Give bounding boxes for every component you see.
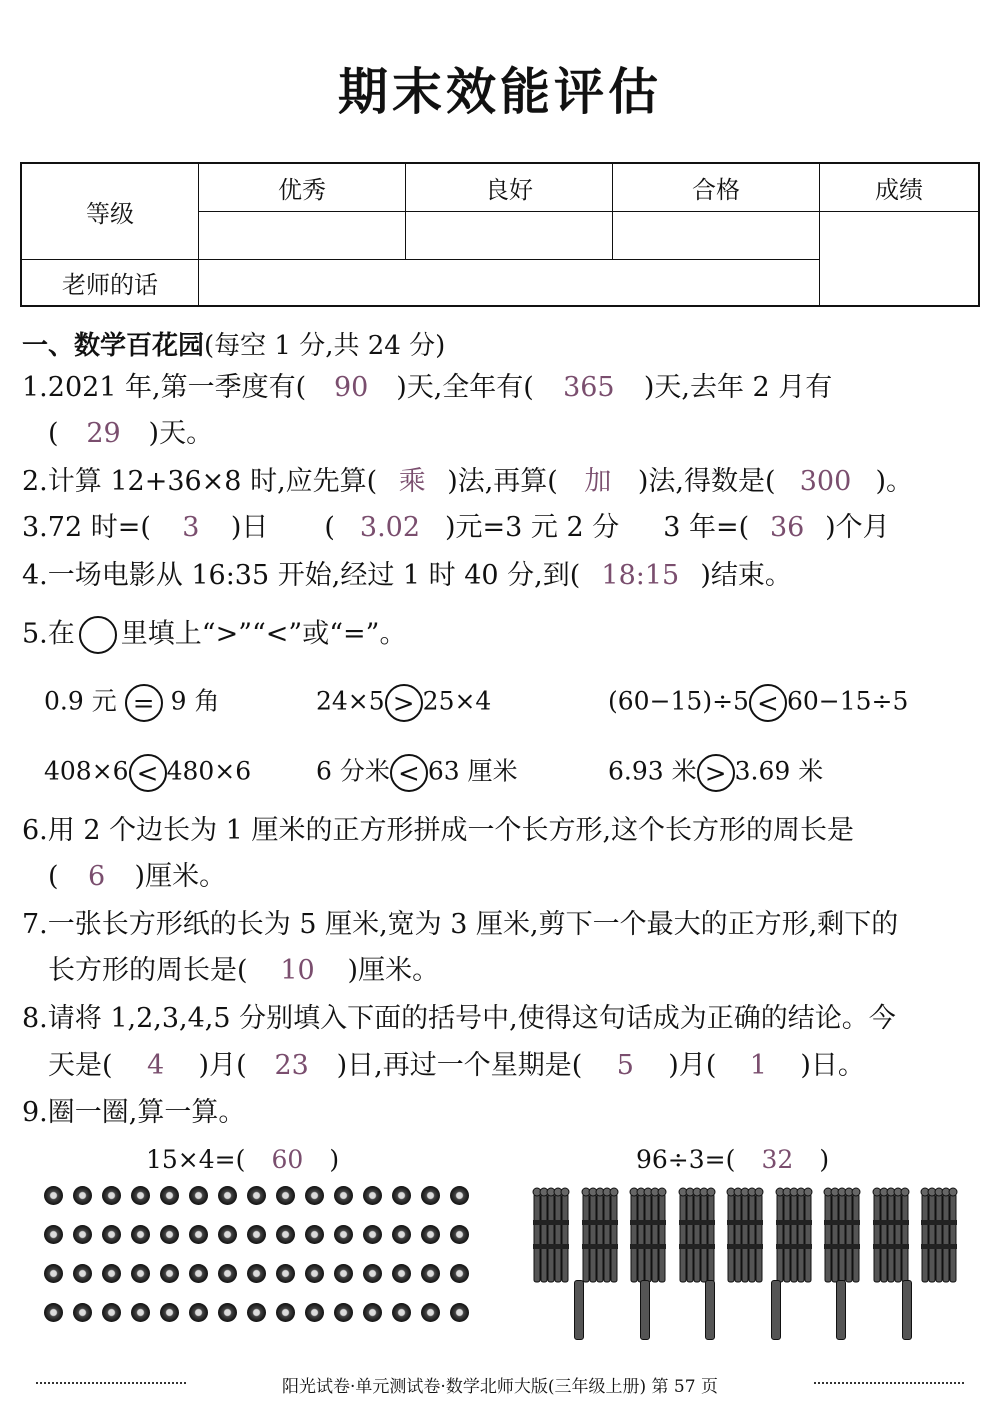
answer: 6 xyxy=(87,861,106,892)
single-stick-icon xyxy=(574,1280,584,1340)
dot xyxy=(102,1186,121,1205)
compare-item-2: 24×5 > 25×4 xyxy=(316,684,491,722)
answer: 32 xyxy=(761,1145,794,1174)
dot xyxy=(160,1186,179,1205)
single-stick-icon xyxy=(836,1280,846,1340)
compare-item-5: 6 分米 < 63 厘米 xyxy=(316,754,518,792)
compare-sign: < xyxy=(397,759,420,789)
dot xyxy=(334,1264,353,1283)
single-stick-icon xyxy=(771,1280,781,1340)
score-header: 成绩 xyxy=(820,163,980,211)
single-stick-icon xyxy=(902,1280,912,1340)
section-note: (每空 1 分,共 24 分) xyxy=(204,331,446,361)
question-1-line2: ( 29 )天。 xyxy=(48,418,214,449)
page-title: 期末效能评估 xyxy=(338,63,662,121)
dot xyxy=(160,1264,179,1283)
dot xyxy=(73,1225,92,1244)
dot xyxy=(189,1186,208,1205)
dot xyxy=(421,1303,440,1322)
dot xyxy=(247,1186,266,1205)
dot xyxy=(450,1225,469,1244)
dot xyxy=(450,1186,469,1205)
answer: 29 xyxy=(86,418,121,449)
footer-text: 阳光试卷·单元测试卷·数学北师大版(三年级上册) 第 57 页 xyxy=(282,1377,718,1397)
answer: 3.02 xyxy=(359,512,421,543)
dot xyxy=(363,1225,382,1244)
answer: 3 xyxy=(182,512,200,543)
compare-item-1: 0.9 元 = 9 角 xyxy=(44,684,219,722)
answer: 23 xyxy=(274,1050,309,1081)
dot xyxy=(450,1303,469,1322)
single-stick-icon xyxy=(705,1280,715,1340)
level-label: 等级 xyxy=(21,163,199,259)
dot xyxy=(363,1186,382,1205)
dot xyxy=(392,1186,411,1205)
question-9-heading: 9.圈一圈,算一算。 xyxy=(22,1097,246,1128)
dot xyxy=(218,1264,237,1283)
dot xyxy=(73,1186,92,1205)
score-cell xyxy=(820,211,980,306)
dot xyxy=(218,1303,237,1322)
dot xyxy=(363,1264,382,1283)
answer: 1 xyxy=(749,1050,767,1081)
stick-bundle-icon xyxy=(920,1186,958,1284)
question-7-line1: 7.一张长方形纸的长为 5 厘米,宽为 3 厘米,剪下一个最大的正方形,剩下的 xyxy=(22,909,899,940)
answer: 300 xyxy=(799,466,852,497)
dot xyxy=(305,1225,324,1244)
dot xyxy=(44,1264,63,1283)
dot xyxy=(44,1186,63,1205)
dot xyxy=(247,1303,266,1322)
single-stick-icon xyxy=(640,1280,650,1340)
question-8-line2: 天是( 4 )月( 23 )日,再过一个星期是( 5 )月( 1 )日。 xyxy=(48,1050,865,1081)
dot xyxy=(131,1186,150,1205)
compare-sign: < xyxy=(136,759,159,789)
dot xyxy=(334,1303,353,1322)
question-9-right-expression: 96÷3=( 32 ) xyxy=(636,1145,830,1174)
dot xyxy=(392,1264,411,1283)
dot xyxy=(160,1225,179,1244)
excellent-cell xyxy=(199,211,406,259)
compare-sign: = xyxy=(132,689,155,719)
answer: 60 xyxy=(271,1145,304,1174)
answer: 5 xyxy=(616,1050,634,1081)
compare-sign: > xyxy=(392,689,415,719)
dot xyxy=(131,1264,150,1283)
question-3: 3.72 时=( 3 )日 ( 3.02 )元=3 元 2 分 3 年=( 36 )个月 xyxy=(22,512,890,543)
compare-item-6: 6.93 米 > 3.69 米 xyxy=(608,754,823,792)
teacher-comment-cell xyxy=(199,259,820,306)
dot xyxy=(421,1264,440,1283)
question-9-left-expression: 15×4=( 60 ) xyxy=(146,1145,340,1174)
dot xyxy=(73,1303,92,1322)
stick-bundle-icon xyxy=(532,1186,570,1284)
dot xyxy=(334,1225,353,1244)
excellent-header: 优秀 xyxy=(199,163,406,211)
dot xyxy=(102,1264,121,1283)
answer: 乘 xyxy=(398,466,426,497)
stick-bundle-icon xyxy=(775,1186,813,1284)
dot xyxy=(392,1225,411,1244)
dot xyxy=(334,1186,353,1205)
compare-sign: < xyxy=(757,689,779,719)
dot xyxy=(305,1186,324,1205)
dot xyxy=(73,1264,92,1283)
dot xyxy=(421,1186,440,1205)
circle-icon xyxy=(79,616,117,654)
dot xyxy=(276,1303,295,1322)
dot xyxy=(276,1225,295,1244)
question-2: 2.计算 12+36×8 时,应先算( 乘 )法,再算( 加 )法,得数是( 300 )。 xyxy=(22,466,914,497)
dot xyxy=(189,1264,208,1283)
question-4: 4.一场电影从 16:35 开始,经过 1 时 40 分,到( 18:15 )结束。 xyxy=(22,560,792,591)
dot xyxy=(44,1303,63,1322)
dot xyxy=(131,1225,150,1244)
dot xyxy=(421,1225,440,1244)
pass-header: 合格 xyxy=(613,163,820,211)
dot xyxy=(247,1264,266,1283)
section-title: 一、数学百花园 xyxy=(22,331,205,361)
dot xyxy=(189,1225,208,1244)
dot xyxy=(392,1303,411,1322)
teacher-label: 老师的话 xyxy=(21,259,199,306)
dot xyxy=(44,1225,63,1244)
dot xyxy=(218,1186,237,1205)
compare-sign: > xyxy=(704,759,727,789)
stick-bundle-icon xyxy=(581,1186,619,1284)
dot xyxy=(363,1303,382,1322)
question-5: 5.在 里填上“>”“<”或“=”。 xyxy=(22,616,406,654)
compare-item-3: (60−15)÷5 < 60−15÷5 xyxy=(608,684,908,722)
dot xyxy=(218,1225,237,1244)
section-heading xyxy=(22,325,445,362)
dot xyxy=(131,1303,150,1322)
dot xyxy=(247,1225,266,1244)
stick-bundle-icon xyxy=(726,1186,764,1284)
stick-bundle-icon xyxy=(872,1186,910,1284)
pass-cell xyxy=(613,211,820,259)
stick-bundle-icon xyxy=(823,1186,861,1284)
answer: 18:15 xyxy=(601,560,680,591)
answer: 加 xyxy=(584,466,612,497)
question-6-line1: 6.用 2 个边长为 1 厘米的正方形拼成一个长方形,这个长方形的周长是 xyxy=(22,815,855,846)
grade-table xyxy=(20,162,980,307)
stick-bundle-icon xyxy=(629,1186,667,1284)
dot xyxy=(276,1186,295,1205)
compare-item-4: 408×6 < 480×6 xyxy=(44,754,251,792)
dot xyxy=(276,1264,295,1283)
stick-bundle-icon xyxy=(678,1186,716,1284)
question-7-line2: 长方形的周长是( 10 )厘米。 xyxy=(48,955,440,986)
question-8-line1: 8.请将 1,2,3,4,5 分别填入下面的括号中,使得这句话成为正确的结论。今 xyxy=(22,1003,896,1034)
question-1-line1: 1.2021 年,第一季度有( 90 )天,全年有( 365 )天,去年 2 月有 xyxy=(22,372,833,403)
answer: 90 xyxy=(334,372,369,403)
dot xyxy=(305,1264,324,1283)
dot xyxy=(450,1264,469,1283)
good-cell xyxy=(406,211,613,259)
dot xyxy=(189,1303,208,1322)
dot xyxy=(305,1303,324,1322)
answer: 365 xyxy=(563,372,615,403)
answer: 10 xyxy=(280,955,315,986)
question-6-line2: ( 6 )厘米。 xyxy=(48,861,227,892)
dot xyxy=(102,1225,121,1244)
answer: 36 xyxy=(769,512,805,543)
dot xyxy=(102,1303,121,1322)
dot xyxy=(160,1303,179,1322)
answer: 4 xyxy=(146,1050,165,1081)
good-header: 良好 xyxy=(406,163,613,211)
